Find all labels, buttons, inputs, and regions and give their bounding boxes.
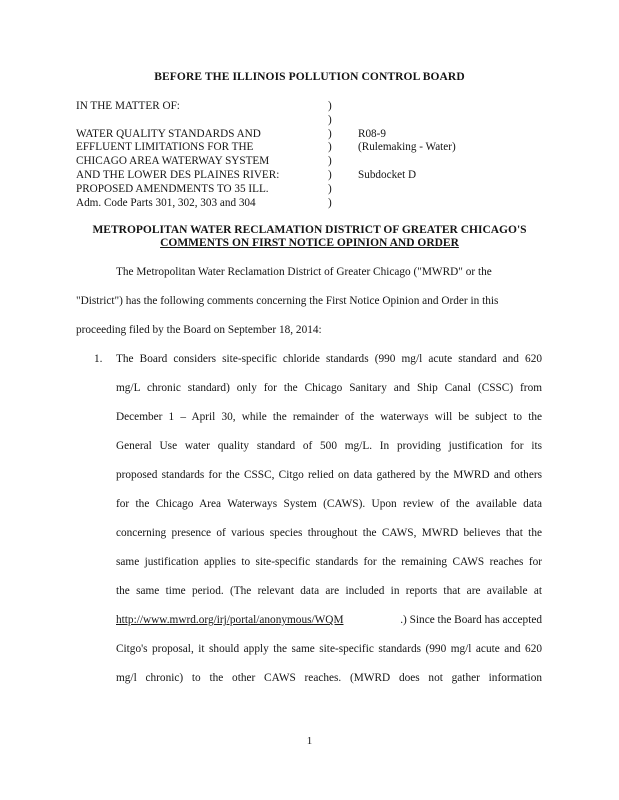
caption-line: WATER QUALITY STANDARDS AND <box>76 128 261 140</box>
caption-paren: ) <box>328 141 332 153</box>
caption-paren: ) <box>328 183 332 195</box>
item-line: mg/L chronic standard) only for the Chicago Sanitary and Ship Canal (CSSC) from <box>116 382 542 394</box>
board-title: BEFORE THE ILLINOIS POLLUTION CONTROL BOARD <box>154 71 465 83</box>
item-line: for the Chicago Area Waterways System (CAWS). Upon review of the available data <box>116 498 542 510</box>
case-number: R08-9 <box>358 128 386 140</box>
document-title-underlined: COMMENTS ON FIRST NOTICE OPINION AND ORDER <box>160 237 459 249</box>
intro-line: The Metropolitan Water Reclamation District of Greater Chicago ("MWRD" or the <box>116 266 492 278</box>
item-line-tail: .) Since the Board has accepted <box>400 614 542 626</box>
item-line: General Use water quality standard of 500 mg/L. In providing justification for its <box>116 440 542 452</box>
caption-line: Adm. Code Parts 301, 302, 303 and 304 <box>76 197 256 209</box>
caption-line: EFFLUENT LIMITATIONS FOR THE <box>76 141 254 153</box>
document-title-line2 <box>0 237 619 250</box>
item-line: concerning presence of various species throughout the CAWS, MWRD believes that the <box>116 527 542 539</box>
caption-paren: ) <box>328 114 332 126</box>
item-line: The Board considers site-specific chloride standards (990 mg/l acute standard and 620 <box>116 353 542 365</box>
item-line: mg/l chronic) to the other CAWS reaches. (MWRD does not gather information <box>116 672 542 684</box>
caption-line: AND THE LOWER DES PLAINES RIVER: <box>76 169 280 181</box>
item-number: 1. <box>94 353 103 365</box>
subdocket: Subdocket D <box>358 169 417 181</box>
caption-paren: ) <box>328 100 332 112</box>
intro-line: "District") has the following comments concerning the First Notice Opinion and Order in this <box>76 295 499 307</box>
item-line: same justification applies to site-specific standards for the remaining CAWS reaches for <box>116 556 542 568</box>
item-line: the same time period. (The relevant data are included in reports that are available at <box>116 585 542 597</box>
caption-paren: ) <box>328 169 332 181</box>
caption-line: CHICAGO AREA WATERWAY SYSTEM <box>76 155 270 167</box>
item-line: proposed standards for the CSSC, Citgo relied on data gathered by the MWRD and others <box>116 469 542 481</box>
item-line: December 1 – April 30, while the remainder of the waterways will be subject to the <box>116 411 542 423</box>
item-line: Citgo's proposal, it should apply the same site-specific standards (990 mg/l acute and 620 <box>116 643 542 655</box>
item-line-with-link <box>116 614 542 627</box>
caption-paren: ) <box>328 128 332 140</box>
caption-paren: ) <box>328 197 332 209</box>
caption-paren: ) <box>328 155 332 167</box>
caption-line: PROPOSED AMENDMENTS TO 35 ILL. <box>76 183 269 195</box>
matter-label: IN THE MATTER OF: <box>76 100 180 112</box>
intro-line: proceeding filed by the Board on September 18, 2014: <box>76 324 322 336</box>
document-title-line1: METROPOLITAN WATER RECLAMATION DISTRICT OF GREATER CHICAGO'S <box>92 224 527 236</box>
page-number: 1 <box>306 735 313 747</box>
wqm-reports-link[interactable]: http://www.mwrd.org/irj/portal/anonymous/WQM <box>116 614 344 626</box>
case-type: (Rulemaking - Water) <box>358 141 456 153</box>
